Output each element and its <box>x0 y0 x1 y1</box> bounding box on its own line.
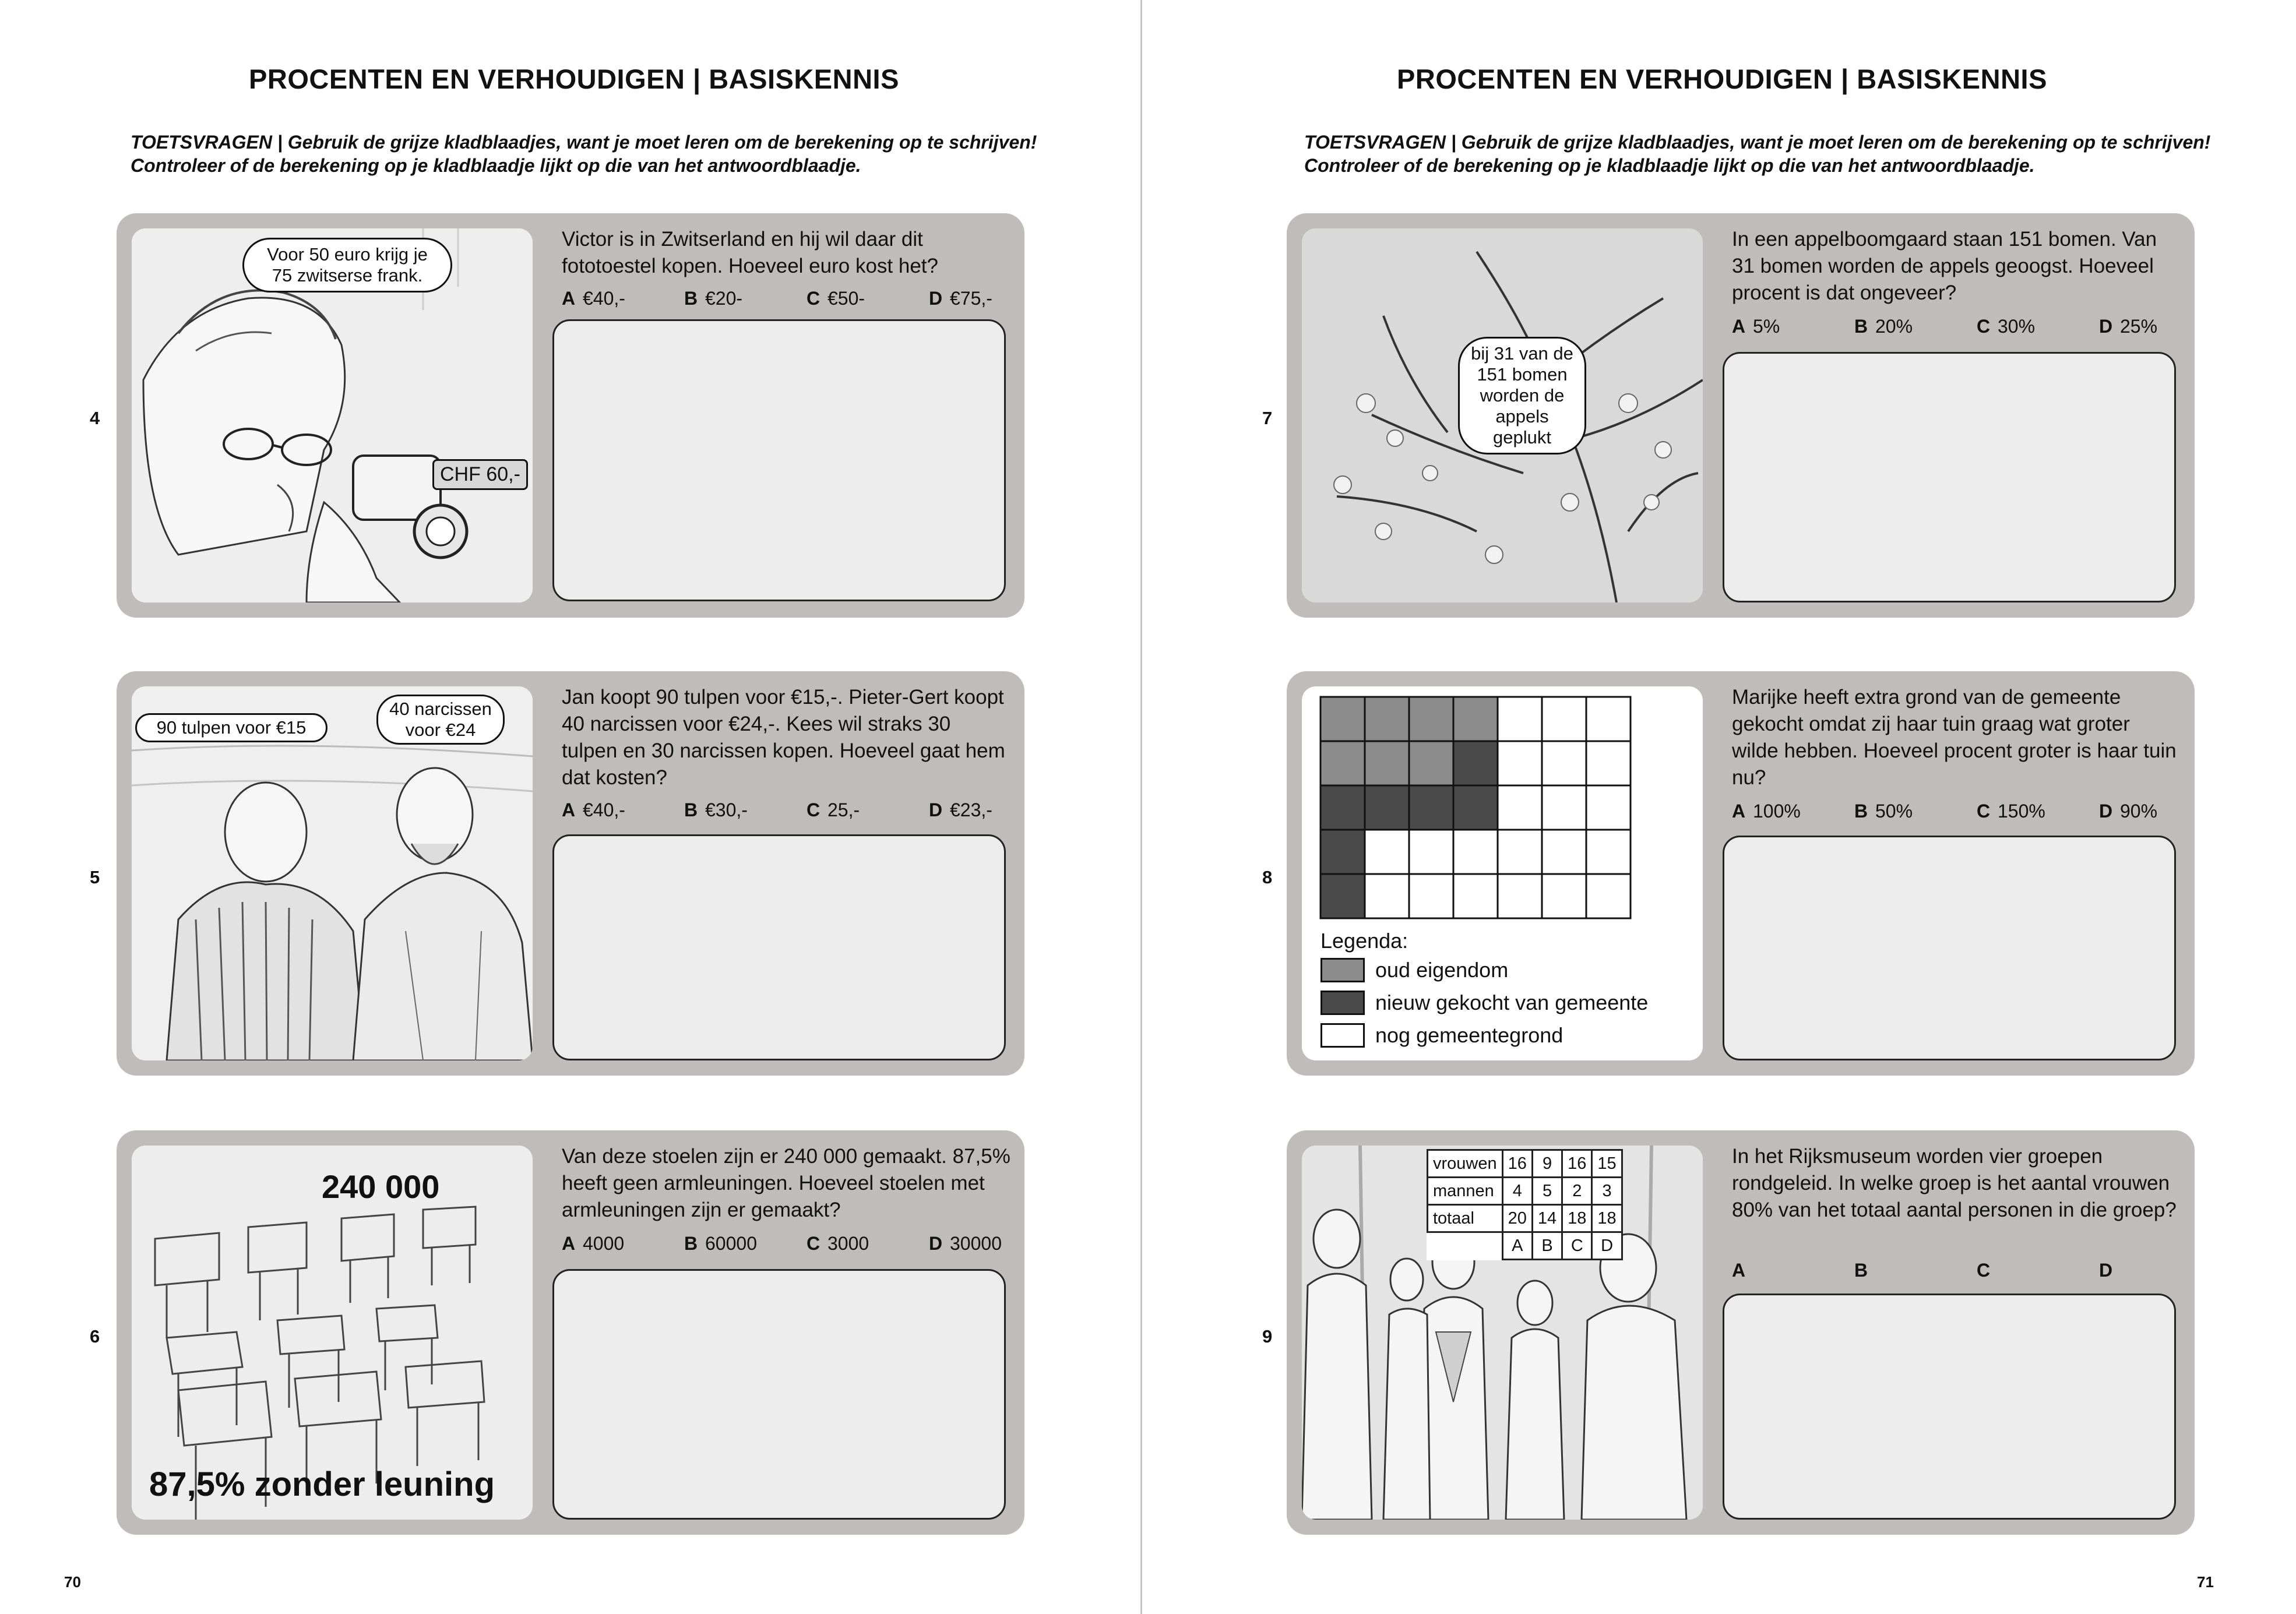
speech-bubble-left: 90 tulpen voor €15 <box>135 713 328 742</box>
option-a[interactable]: A 5% <box>1732 316 1780 337</box>
group-table <box>1427 1149 1623 1260</box>
group-label: B <box>1532 1232 1562 1260</box>
answer-box[interactable] <box>552 319 1006 601</box>
grid-cell-empty <box>1586 874 1631 918</box>
option-a[interactable]: A <box>1732 1260 1746 1281</box>
grid-cell-new <box>1365 785 1409 830</box>
illustration-apple-tree <box>1302 228 1703 602</box>
option-a[interactable]: A €40,- <box>562 288 625 309</box>
question-card-6 <box>117 1130 1024 1535</box>
question-number: 6 <box>90 1326 100 1347</box>
legend-swatch-new <box>1320 991 1365 1015</box>
option-b[interactable]: B 50% <box>1854 801 1913 822</box>
table-row <box>1428 1150 1622 1178</box>
question-number: 7 <box>1262 408 1273 428</box>
option-d[interactable]: D 90% <box>2099 801 2158 822</box>
illustration-garden-grid <box>1302 686 1703 1060</box>
option-c[interactable]: C 30% <box>1977 316 2036 337</box>
option-c[interactable]: C <box>1977 1260 1991 1281</box>
option-d[interactable]: D 30000 <box>929 1233 1002 1254</box>
grid-cell-empty <box>1498 830 1542 874</box>
question-text: In het Rijksmuseum worden vier groepen rondgeleid. In welke groep is het aantal vrouwen 80% van het totaal aantal personen in die groep? <box>1732 1145 2177 1221</box>
option-b[interactable]: B €20- <box>684 288 743 309</box>
grid-cell-empty <box>1365 830 1409 874</box>
question-card-4 <box>117 213 1024 618</box>
grid-cell-old <box>1409 697 1453 741</box>
option-c[interactable]: C 25,- <box>807 799 860 820</box>
table-cell: 3 <box>1592 1178 1622 1205</box>
question-number: 9 <box>1262 1326 1273 1347</box>
legend-title: Legenda: <box>1320 929 1408 953</box>
answer-box[interactable] <box>1723 836 2176 1060</box>
option-d[interactable]: D 25% <box>2099 316 2158 337</box>
intro-instructions: TOETSVRAGEN | Gebruik de grijze kladblaadjes, want je moet leren om de berekening op te schrijven! Controleer of de berekening op je kladblaadje lijkt op die van het antwoordblaadje. <box>1304 132 2211 176</box>
grid-cell-old <box>1409 741 1453 785</box>
grid-cell-empty <box>1542 830 1586 874</box>
table-cell: 20 <box>1502 1205 1532 1232</box>
row-label: mannen <box>1428 1178 1503 1205</box>
legend-item-new: nieuw gekocht van gemeente <box>1375 991 1649 1014</box>
answer-box[interactable] <box>1723 1294 2176 1520</box>
table-cell: 18 <box>1592 1205 1622 1232</box>
option-b[interactable]: B 60000 <box>684 1233 757 1254</box>
caption-percentage: 87,5% zonder leuning <box>149 1465 495 1503</box>
option-b[interactable]: B €30,- <box>684 799 748 820</box>
table-cell: 2 <box>1562 1178 1592 1205</box>
option-a[interactable]: A €40,- <box>562 799 625 820</box>
option-b[interactable]: B <box>1854 1260 1868 1281</box>
page-number: 70 <box>64 1573 81 1591</box>
option-b[interactable]: B 20% <box>1854 316 1913 337</box>
table-row <box>1428 1232 1622 1260</box>
question-card-8 <box>1287 671 2195 1076</box>
grid-cell-old <box>1320 741 1365 785</box>
table-cell: 9 <box>1532 1150 1562 1178</box>
grid-cell-empty <box>1586 830 1631 874</box>
row-label: totaal <box>1428 1205 1503 1232</box>
illustration-photographer <box>132 228 533 602</box>
legend-item-old: oud eigendom <box>1375 958 1509 982</box>
grid-cell-empty <box>1586 785 1631 830</box>
speech-bubble: Voor 50 euro krijg je 75 zwitserse frank. <box>242 238 452 293</box>
grid-cell-empty <box>1498 785 1542 830</box>
option-c[interactable]: C €50- <box>807 288 865 309</box>
table-cell: 16 <box>1502 1150 1532 1178</box>
question-text: Jan koopt 90 tulpen voor €15,-. Pieter-Gert koopt 40 narcissen voor €24,-. Kees wil straks 30 tulpen en 30 narcissen kopen. Hoeveel gaat hem dat kosten? <box>562 686 1005 789</box>
grid-cell-old <box>1320 697 1365 741</box>
grid-cell-new <box>1453 741 1498 785</box>
grid-cell-empty <box>1498 697 1542 741</box>
grid-cell-new <box>1320 830 1365 874</box>
question-number: 4 <box>90 408 100 428</box>
grid-cell-empty <box>1498 874 1542 918</box>
row-label: vrouwen <box>1428 1150 1503 1178</box>
grid-cell-empty <box>1542 874 1586 918</box>
group-label: A <box>1502 1232 1532 1260</box>
illustration-museum-groups <box>1302 1146 1703 1520</box>
grid-cell-empty <box>1409 830 1453 874</box>
answer-box[interactable] <box>552 1269 1006 1520</box>
group-label: C <box>1562 1232 1592 1260</box>
grid-cell-empty <box>1586 697 1631 741</box>
page-title: PROCENTEN EN VERHOUDIGEN | BASISKENNIS <box>1397 64 2047 94</box>
table-cell: 15 <box>1592 1150 1622 1178</box>
question-text: Van deze stoelen zijn er 240 000 gemaakt. 87,5% heeft geen armleuningen. Hoeveel stoelen met armleuningen zijn er gemaakt? <box>562 1145 1010 1221</box>
grid-cell-empty <box>1453 874 1498 918</box>
caption-total: 240 000 <box>322 1168 440 1205</box>
table-cell: 16 <box>1562 1150 1592 1178</box>
page-number: 71 <box>2197 1573 2214 1591</box>
grid-cell-new <box>1409 785 1453 830</box>
table-cell: 18 <box>1562 1205 1592 1232</box>
table-row <box>1428 1205 1622 1232</box>
table-cell: 5 <box>1532 1178 1562 1205</box>
question-number: 8 <box>1262 867 1273 887</box>
question-card-7 <box>1287 213 2195 618</box>
option-d[interactable]: D €23,- <box>929 799 992 820</box>
question-card-5 <box>117 671 1024 1076</box>
grid-cell-new <box>1453 785 1498 830</box>
question-number: 5 <box>90 867 100 887</box>
question-card-9 <box>1287 1130 2195 1535</box>
group-label: D <box>1592 1232 1622 1260</box>
answer-box[interactable] <box>552 834 1006 1060</box>
grid-cell-new <box>1320 785 1365 830</box>
illustration-chairs <box>132 1146 533 1520</box>
question-text: In een appelboomgaard staan 151 bomen. Van 31 bomen worden de appels geoogst. Hoeveel procent is dat ongeveer? <box>1732 228 2157 304</box>
speech-bubble: bij 31 van de 151 bomen worden de appels geplukt <box>1458 337 1586 454</box>
grid-cell-old <box>1365 697 1409 741</box>
grid-cell-new <box>1320 874 1365 918</box>
intro-instructions: TOETSVRAGEN | Gebruik de grijze kladblaadjes, want je moet leren om de berekening op te schrijven! Controleer of de berekening op je kladblaadje lijkt op die van het antwoordblaadje. <box>131 132 1037 176</box>
answer-box[interactable] <box>1723 352 2176 602</box>
question-text: Victor is in Zwitserland en hij wil daar dit fototoestel kopen. Hoeveel euro kost het? <box>562 228 938 277</box>
table-cell: 4 <box>1502 1178 1532 1205</box>
page-71 <box>1148 0 2296 1614</box>
grid-cell-empty <box>1542 697 1586 741</box>
option-d[interactable]: D <box>2099 1260 2113 1281</box>
option-c[interactable]: C 3000 <box>807 1233 869 1254</box>
page-title: PROCENTEN EN VERHOUDIGEN | BASISKENNIS <box>249 64 899 94</box>
grid-cell-empty <box>1542 785 1586 830</box>
option-d[interactable]: D €75,- <box>929 288 992 309</box>
table-cell: 14 <box>1532 1205 1562 1232</box>
grid-cell-empty <box>1365 874 1409 918</box>
grid-cell-empty <box>1409 874 1453 918</box>
option-c[interactable]: C 150% <box>1977 801 2045 822</box>
price-tag: CHF 60,- <box>432 459 528 490</box>
grid-cell-empty <box>1586 741 1631 785</box>
illustration-two-men <box>132 686 533 1060</box>
speech-bubble-right: 40 narcissen voor €24 <box>376 695 505 745</box>
grid-cell-empty <box>1453 830 1498 874</box>
option-a[interactable]: A 4000 <box>562 1233 625 1254</box>
grid-cell-old <box>1453 697 1498 741</box>
option-a[interactable]: A 100% <box>1732 801 1801 822</box>
grid-cell-empty <box>1498 741 1542 785</box>
legend-item-empty: nog gemeentegrond <box>1375 1023 1563 1047</box>
grid-cell-empty <box>1542 741 1586 785</box>
grid-cell-old <box>1365 741 1409 785</box>
table-row <box>1428 1178 1622 1205</box>
legend-swatch-empty <box>1320 1023 1365 1048</box>
question-text: Marijke heeft extra grond van de gemeente gekocht omdat zij haar tuin graag wat groter wilde hebben. Hoeveel procent groter is haar tuin nu? <box>1732 686 2177 789</box>
empty-cell <box>1428 1232 1503 1260</box>
legend-swatch-old <box>1320 958 1365 982</box>
